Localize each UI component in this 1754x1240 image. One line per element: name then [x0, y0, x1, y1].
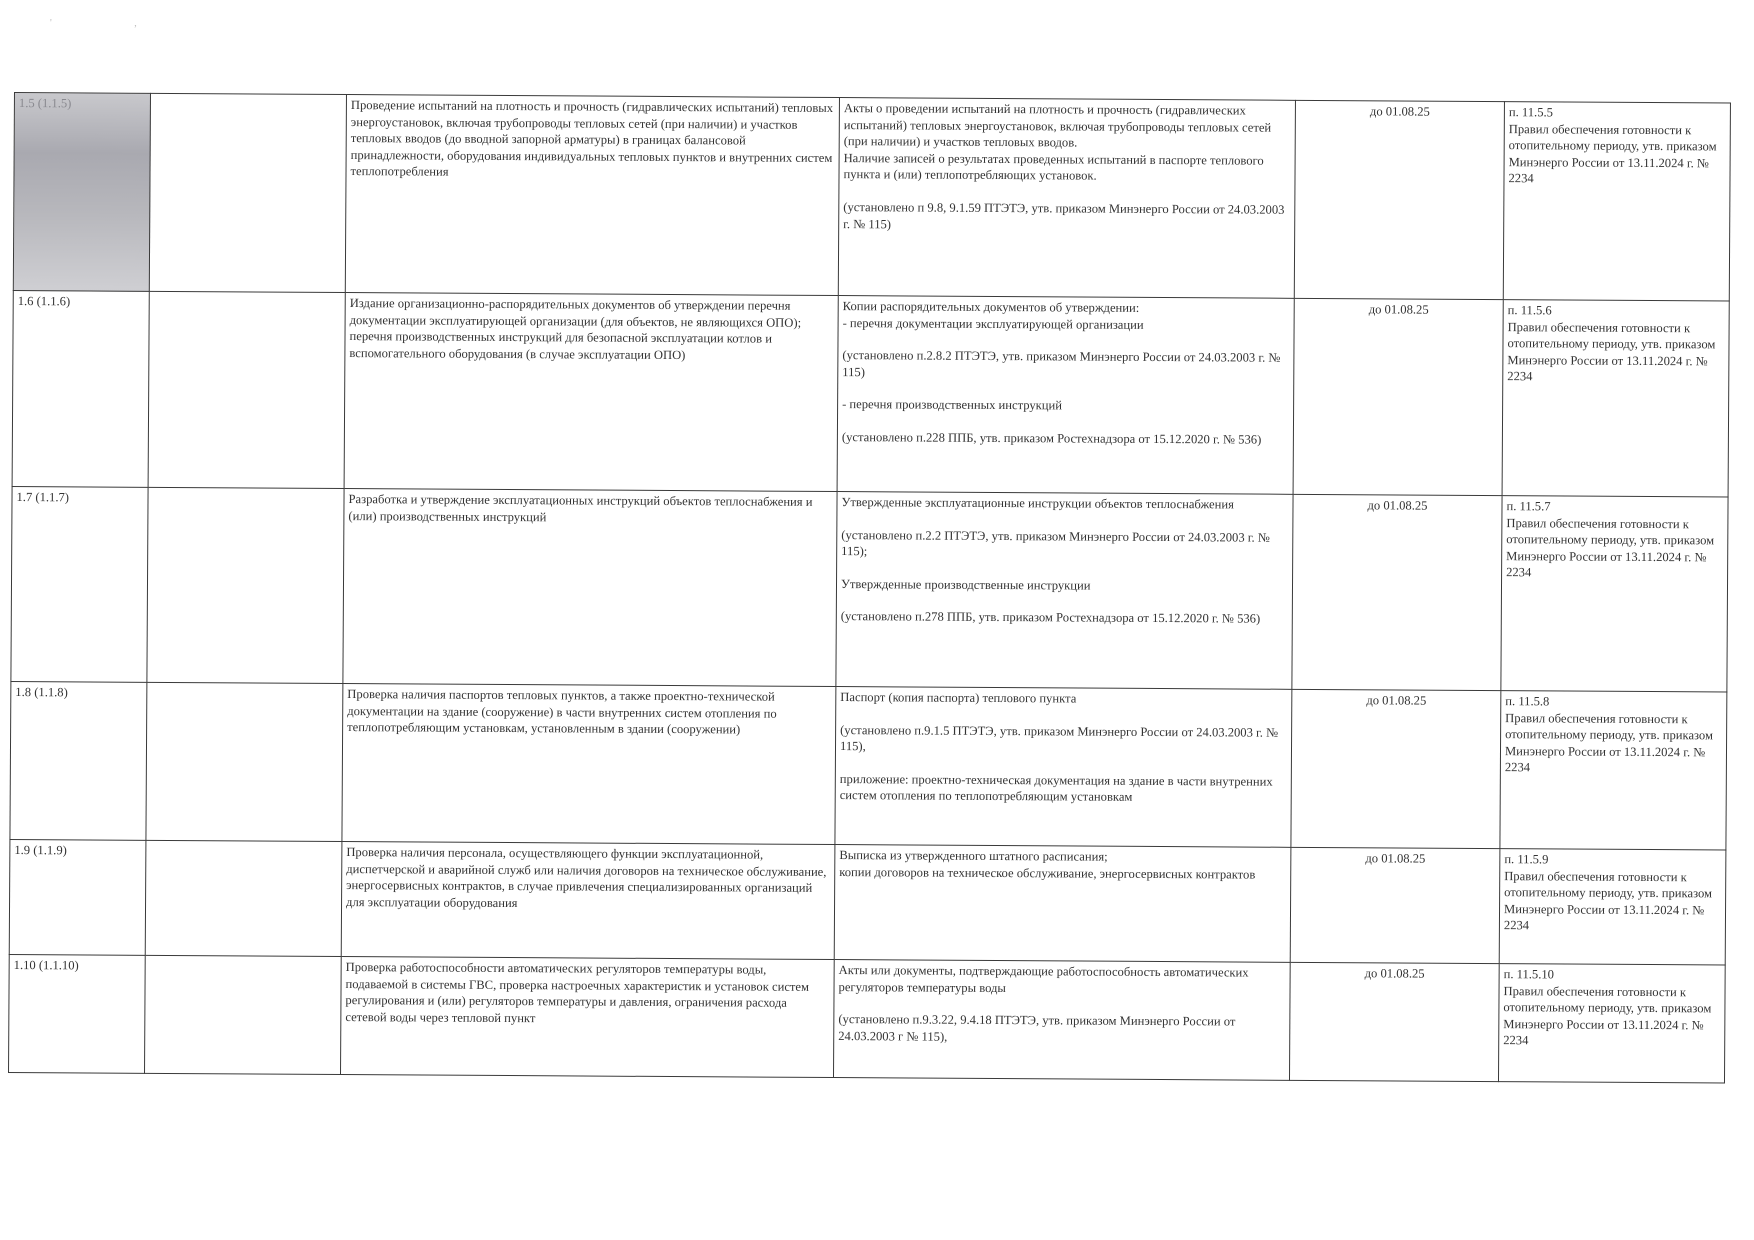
norm-point: п. 11.5.7	[1506, 499, 1551, 514]
document-line: - перечня документации эксплуатирующей организации	[842, 315, 1144, 332]
norm-point: п. 11.5.8	[1505, 694, 1550, 709]
table-row	[12, 290, 1729, 496]
scan-artifact: ' ,	[50, 18, 177, 29]
document-line: (установлено п.2.8.2 ПТЭТЭ, утв. приказом Минэнерго России от 24.03.2003 г. № 115)	[842, 348, 1281, 379]
item-number: 1.5 (1.1.5)	[13, 93, 150, 292]
document-line: (установлено п.9.1.5 ПТЭТЭ, утв. приказом Минэнерго России от 24.03.2003 г. № 115),	[839, 722, 1279, 754]
norm-point: п. 11.5.5	[1508, 105, 1554, 120]
measure-cell: Издание организационно-распорядительных документов об утверждении перечня документации эксплуатирующей организации (для объектов, не являющихся ОПО); перечня производственных инструкций для безопасной эксплуатации котлов и вспомогательного оборудования (в случае эксплуатации ОПО)	[344, 293, 838, 492]
deadline-cell: до 01.08.25	[1292, 494, 1502, 690]
norm-cell	[1499, 849, 1726, 965]
deadline-cell: до 01.08.25	[1289, 962, 1499, 1081]
norm-text: Правил обеспечения готовности к отопительному периоду, утв. приказом Минэнерго России от 13.11.2024 г. № 2234	[1507, 319, 1716, 384]
measure-cell: Проверка работоспособности автоматических регуляторов температуры воды, подаваемой в системы ГВС, проверка настроечных характеристик и установок систем регулирования и (или) регуляторов температуры и давления, ограничения расхода сетевой воды через тепловой пункт	[341, 957, 835, 1078]
item-number: 1.9 (1.1.9)	[9, 839, 146, 955]
empty-cell	[147, 487, 344, 683]
table-row	[9, 954, 1726, 1082]
measure-cell: Разработка и утверждение эксплуатационных инструкций объектов теплоснабжения и (или) производственных инструкций	[343, 489, 837, 687]
empty-cell	[146, 682, 343, 841]
norm-cell	[1501, 496, 1728, 692]
norm-cell	[1498, 964, 1725, 1083]
document-line: - перечня производственных инструкций	[842, 397, 1063, 413]
document-line: Выписка из утвержденного штатного расписания;	[839, 848, 1108, 864]
empty-cell	[145, 840, 342, 956]
norm-text: Правил обеспечения готовности к отопительному периоду, утв. приказом Минэнерго России от 13.11.2024 г. № 2234	[1508, 121, 1717, 186]
empty-cell	[145, 955, 342, 1074]
norm-point: п. 11.5.10	[1503, 967, 1555, 982]
norm-text: Правил обеспечения готовности к отопительному периоду, утв. приказом Минэнерго России от 13.11.2024 г. № 2234	[1504, 710, 1714, 775]
document-line: Утвержденные эксплуатационные инструкции объектов теплоснабжения	[841, 495, 1234, 512]
documents-cell	[836, 492, 1293, 690]
item-number: 1.8 (1.1.8)	[10, 681, 147, 840]
document-line: приложение: проектно-техническая документация на здание в части внутренних систем отопления по теплопотребляющим установкам	[839, 771, 1273, 805]
item-number: 1.7 (1.1.7)	[11, 486, 148, 682]
deadline-cell: до 01.08.25	[1291, 689, 1501, 848]
empty-cell	[148, 291, 345, 488]
norm-cell	[1500, 691, 1727, 850]
document-line: (установлено п.228 ППБ, утв. приказом Ростехнадзора от 15.12.2020 г. № 536)	[841, 430, 1262, 447]
item-number: 1.6 (1.1.6)	[12, 290, 149, 487]
document-line: Копии распорядительных документов об утверждении:	[842, 299, 1140, 315]
norm-text: Правил обеспечения готовности к отопительному периоду, утв. приказом Минэнерго России от 13.11.2024 г. № 2234	[1503, 868, 1713, 933]
document-line: Акты о проведении испытаний на плотность и прочность (гидравлических испытаний) тепловых энергоустановок, включая трубопроводы тепловых сетей (при наличии) и участков тепловых вводов.	[843, 101, 1272, 150]
norm-point: п. 11.5.6	[1507, 303, 1552, 318]
measure-cell: Проверка наличия паспортов тепловых пунктов, а также проектно-технической документации на здание (сооружение) в части внутренних систем отопления по теплопотребляющим установкам, установленным в здании (сооружении)	[342, 684, 836, 845]
documents-cell	[835, 687, 1292, 848]
document-line: Акты или документы, подтверждающие работоспособность автоматических регуляторов температуры воды	[838, 963, 1249, 995]
deadline-cell: до 01.08.25	[1293, 298, 1503, 495]
item-number: 1.10 (1.1.10)	[9, 954, 146, 1073]
deadline-cell: до 01.08.25	[1290, 847, 1500, 963]
requirements-table	[8, 92, 1731, 1083]
measure-cell: Проверка наличия персонала, осуществляющего функции эксплуатационной, диспетчерской и аварийной служб или наличия договоров на техническое обслуживание, энергосервисных контрактов, в случае привлечения специализированных организаций для эксплуатации оборудования	[341, 842, 835, 960]
empty-cell	[149, 93, 346, 292]
document-line: (установлено п.2.2 ПТЭТЭ, утв. приказом Минэнерго России от 24.03.2003 г. № 115);	[841, 527, 1270, 559]
table-row	[13, 93, 1730, 301]
table-row	[11, 486, 1728, 691]
table-row	[10, 681, 1727, 849]
norm-point: п. 11.5.9	[1504, 852, 1549, 867]
documents-cell	[837, 296, 1294, 495]
document-line: (установлено п.9.3.22, 9.4.18 ПТЭТЭ, утв. приказом Минэнерго России от 24.03.2003 г № 115),	[838, 1012, 1236, 1044]
norm-cell	[1502, 300, 1729, 497]
document-line: копии договоров на техническое обслуживание, энергосервисных контрактов	[839, 864, 1256, 882]
documents-cell	[833, 960, 1290, 1081]
document-line: (установлено п 9.8, 9.1.59 ПТЭТЭ, утв. приказом Минэнерго России от 24.03.2003 г. № 115)	[843, 200, 1285, 231]
norm-text: Правил обеспечения готовности к отопительному периоду, утв. приказом Минэнерго России от 13.11.2024 г. № 2234	[1506, 515, 1715, 580]
document-line: (установлено п.278 ППБ, утв. приказом Ростехнадзора от 15.12.2020 г. № 536)	[840, 609, 1261, 626]
measure-cell: Проведение испытаний на плотность и прочность (гидравлических испытаний) тепловых энергоустановок, включая трубопроводы тепловых сетей (при наличии) и участков тепловых вводов (до вводной запорной арматуры) в границах балансовой принадлежности, оборудования индивидуальных тепловых пунктов и внутренних систем теплопотребления	[345, 95, 839, 296]
table-row	[9, 839, 1726, 964]
norm-text: Правил обеспечения готовности к отопительному периоду, утв. приказом Минэнерго России от 13.11.2024 г. № 2234	[1503, 983, 1712, 1048]
documents-cell	[834, 845, 1291, 963]
norm-cell	[1503, 102, 1730, 301]
document-line: Наличие записей о результатах проведенных испытаний в паспорте теплового пункта и (или) теплопотребляющих установок.	[843, 150, 1264, 183]
document-line: Утвержденные производственные инструкции	[840, 576, 1091, 593]
deadline-cell: до 01.08.25	[1294, 100, 1504, 299]
documents-cell	[838, 98, 1295, 299]
document-line: Паспорт (копия паспорта) теплового пункта	[840, 690, 1077, 706]
